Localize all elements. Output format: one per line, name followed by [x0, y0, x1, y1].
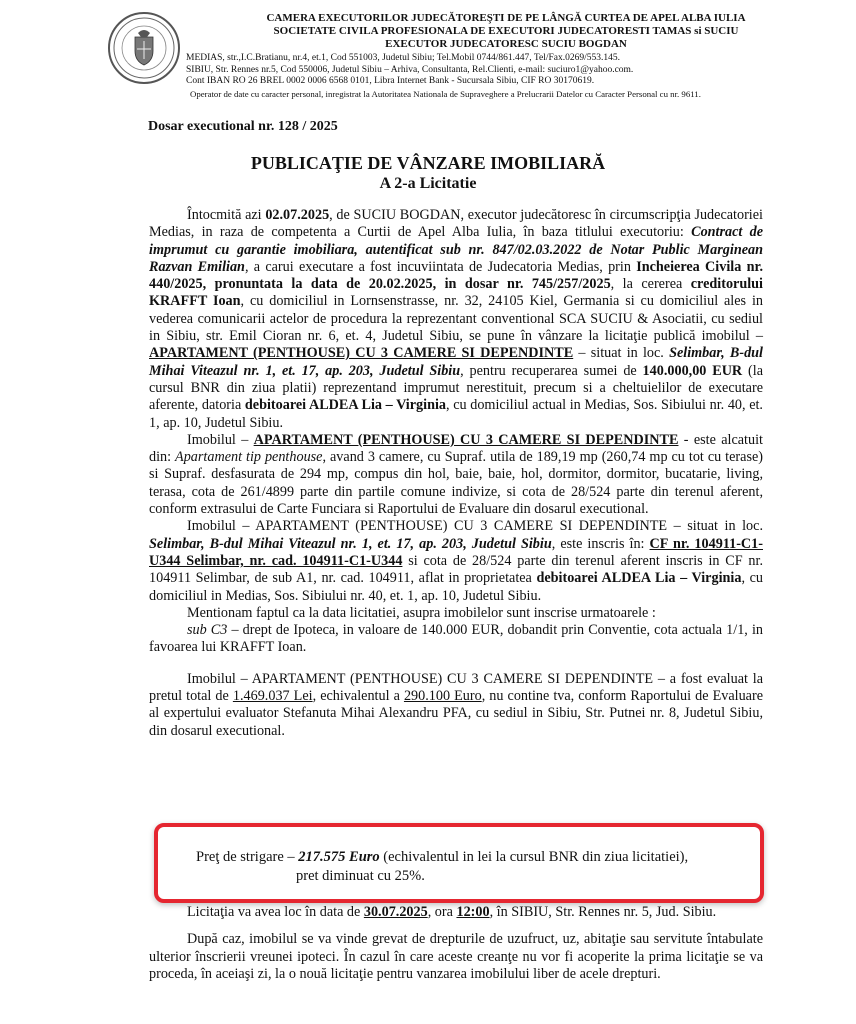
text: - este alcatuit din: — [149, 431, 763, 466]
property-name: APARTAMENT (PENTHOUSE) CU 3 CAMERE SI DEPENDINTE — [149, 345, 574, 362]
text: , la cererea — [610, 276, 691, 293]
header-contact-sibiu: SIBIU, Str. Rennes nr.5, Cod 550006, Judetul Sibiu – Arhiva, Consultanta, Rel.Clienti, e-mail: suciuro1@yahoo.com. — [186, 64, 634, 75]
header-line-chamber: CAMERA EXECUTORILOR JUDECĂTOREŞTI DE PE LÂNGĂ CURTEA DE APEL ALBA IULIA — [266, 12, 746, 24]
starting-price-callout — [154, 823, 764, 903]
property-name: APARTAMENT (PENTHOUSE) CU 3 CAMERE SI DEPENDINTE — [253, 431, 679, 448]
debtor-name: debitoarei ALDEA Lia – Virginia — [244, 397, 447, 414]
text: , echivalentul a — [312, 688, 404, 705]
header-line-executor: EXECUTOR JUDECATORESC SUCIU BOGDAN — [385, 38, 627, 50]
coat-of-arms-icon — [111, 15, 177, 81]
executor-seal-logo — [108, 12, 180, 84]
text: , de SUCIU BOGDAN, executor judecătoresc în circumscripţia Judecatoriei Medias, in raza de competenta a Curtii de Apel Alba Iulia, în baza titlului executoriu: — [149, 207, 763, 241]
price-reduction-note: pret diminuat cu 25%. — [296, 868, 425, 884]
auction-time: 12:00 — [456, 904, 490, 920]
starting-price-line — [196, 849, 688, 866]
text: , nu contine tva, conform Raportului de Evaluare al expertului evaluator Stefanuta Mihai Alexandru PFA, cu sediul in Sibiu, Str. Putnei nr. 8, Judetul Sibiu, din dosarul executional. — [149, 688, 763, 739]
text: , este inscris în: — [551, 535, 650, 552]
paragraph-auction-date — [149, 904, 763, 921]
paragraph-encumbrances: Mentionam faptul ca la data licitatiei, asupra imobilelor sunt inscrise urmatoarele : — [187, 604, 656, 621]
property-address: Selimbar, B-dul Mihai Viteazul nr. 1, et. 17, ap. 203, Judetul Sibiu — [149, 535, 552, 552]
text: , în SIBIU, Str. Rennes nr. 5, Jud. Sibiu. — [489, 904, 717, 920]
property-address: Selimbar, B-dul Mihai Viteazul nr. 1, et. 17, ap. 203, Judetul Sibiu — [149, 345, 763, 379]
paragraph-description — [149, 432, 763, 518]
dosar-number: Dosar executional nr. 128 / 2025 — [148, 119, 338, 134]
header-title-block — [186, 12, 826, 51]
text: , cu domiciliul in Lornsenstrasse, nr. 32, 24105 Kiel, Germania si cu domiciliul ales in vederea comunicarii actelor de procedura la reprezentant conventional SCA SUCIU & Asociatii, cu sediul in Sibiu, str. Emil Cioran nr. 6, et. 4, Judetul Sibiu, se pune în vânzare la licitaţie publică imobilul – — [149, 293, 763, 345]
paragraph-mortgage — [149, 622, 763, 657]
text: Preţ de strigare – — [196, 849, 299, 865]
text: (la cursul BNR din ziua platii) reprezentand imprumut nerestituit, precum si a cheltuielilor de executare aferente, datoria — [149, 362, 763, 414]
text: Întocmită azi — [187, 207, 266, 223]
document-title: PUBLICAŢIE DE VÂNZARE IMOBILIARĂ — [250, 153, 606, 173]
text: Imobilul – APARTAMENT (PENTHOUSE) CU 3 CAMERE SI DEPENDINTE – a fost evaluat la pretul total de — [149, 670, 763, 705]
text: Imobilul – — [187, 431, 254, 448]
debt-amount: 140.000,00 EUR — [642, 362, 743, 379]
property-type: Apartament tip penthouse — [175, 449, 323, 466]
paragraph-valuation — [149, 671, 763, 740]
text: – drept de Ipoteca, in valoare de 140.000 EUR, dobandit prin Conventie, cota actuala 1/1, in favoarea lui KRAFFT Ioan. — [149, 622, 763, 656]
intro-date: 02.07.2025 — [265, 207, 330, 223]
starting-price: 217.575 Euro — [298, 849, 380, 865]
text: Imobilul – APARTAMENT (PENTHOUSE) CU 3 CAMERE SI DEPENDINTE – situat in loc. — [187, 518, 763, 535]
registry-section: sub C3 — [187, 622, 228, 639]
paragraph-intro — [149, 207, 763, 432]
document-body-end — [149, 904, 763, 983]
text: , ora — [427, 904, 457, 920]
auction-date: 30.07.2025 — [363, 904, 428, 920]
enforcement-title: Contract de imprumut cu garantie imobiliara, autentificat sub nr. 847/02.03.2022 de Notar Public Marginean Razvan Emilian — [149, 224, 763, 275]
text: , a carui executare a fost incuviintata de Judecatoria Medias, prin — [244, 258, 637, 275]
text: , pentru recuperarea sumei de — [460, 362, 643, 379]
valuation-euro: 290.100 Euro — [403, 688, 482, 705]
valuation-lei: 1.469.037 Lei — [232, 688, 313, 705]
header-line-society: SOCIETATE CIVILA PROFESIONALA DE EXECUTORI JUDECATORESTI TAMAS si SUCIU — [273, 25, 739, 37]
debtor-name: debitoarei ALDEA Lia – Virginia — [536, 570, 742, 587]
header-contact-block — [186, 53, 826, 88]
text: , cu domiciliul in Medias, Sos. Sibiului nr. 40, et. 1, ap. 10, Judetul Sibiu. — [149, 570, 763, 604]
land-registry-number: CF nr. 104911-C1-U344 Selimbar, nr. cad. 104911-C1-U344 — [149, 535, 763, 569]
text: , cu domiciliul actual in Medias, Sos. Sibiului nr. 40, et. 1, ap. 10, Judetul Sibiu. — [149, 397, 763, 431]
document-subtitle: A 2-a Licitatie — [379, 175, 477, 192]
paragraph-registry — [149, 518, 763, 604]
paragraph-rights: După caz, imobilul se va vinde grevat de drepturile de uzufruct, uz, abitaţie sau servitute întabulate ulterior înscrierii vreunei ipoteci. În cazul în care aceste creanţe nu vor fi acoperite la prima licitaţie se va proceda, în aceiaşi zi, la o nouă licitaţie pentru vanzarea imobilului liber de acele drepturi. — [149, 931, 763, 982]
header-contact-bank: Cont IBAN RO 26 BREL 0002 0006 6568 0101, Libra Internet Bank - Sucursala Sibiu, CIF RO 30170619. — [186, 76, 595, 86]
header-contact-medias: MEDIAS, str.,I.C.Bratianu, nr.4, et.1, Cod 551003, Judetul Sibiu; Tel.Mobil 0744/861.447, Tel/Fax.0269/553.145. — [186, 53, 620, 63]
text: – situat in loc. — [573, 345, 670, 362]
text: (echivalentul in lei la cursul BNR din ziua licitatiei), — [379, 849, 689, 865]
text: Licitaţia va avea loc în data de — [187, 904, 364, 920]
header-data-operator-note: Operator de date cu caracter personal, inregistrat la Autoritatea Nationala de Supraveghere a Prelucrarii Datelor cu Caracter Personal cu nr. 9611. — [190, 89, 701, 99]
document-body — [149, 207, 763, 740]
court-decision: Incheierea Civila nr. 440/2025, pronuntata la data de 20.02.2025, in dosar nr. 745/257/2025 — [149, 258, 764, 293]
creditor-name: creditorului KRAFFT Ioan — [149, 276, 763, 310]
text: , avand 3 camere, cu Supraf. utila de 189,19 mp (260,74 mp cu tot cu terase) si Supraf. desfasurata de 294 mp, compus din hol, baie, baie, hol, dormitor, dormitor, bucatarie, living, terasa, cota de 261/4899 parte din partile comune indivize, si cota de 28/524 parte din terenul aferent, conform extrasului de Carte Funciara si Raportului de Evaluare din dosarul executional. — [149, 449, 763, 518]
text: si cota de 28/524 parte din terenul aferent inscris in CF nr. 104911 Selimbar, de sub A1, nr. cad. 104911, aflat in proprietatea — [149, 552, 764, 587]
